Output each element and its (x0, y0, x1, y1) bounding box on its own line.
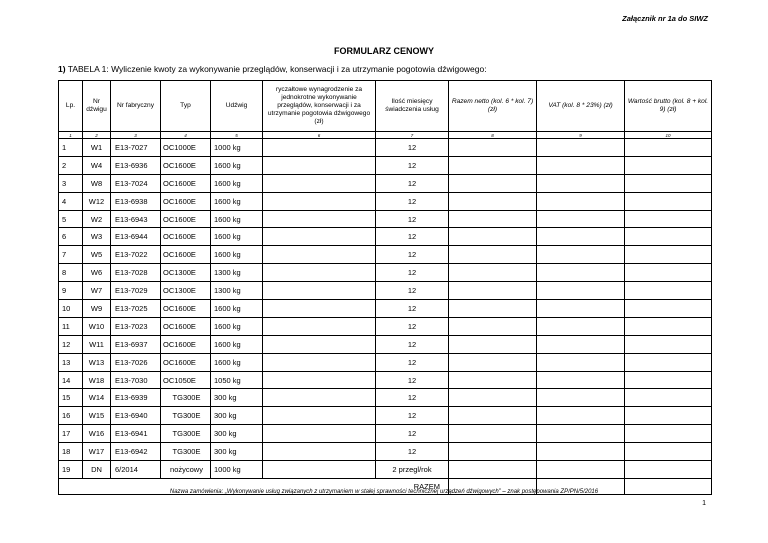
table-row (59, 156, 712, 174)
cell-nr-dzwigu: W4 (83, 156, 111, 174)
cell-wartosc-brutto[interactable] (625, 461, 712, 479)
cell-vat[interactable] (537, 335, 625, 353)
cell-wartosc-brutto[interactable] (625, 246, 712, 264)
cell-wynagrodzenie[interactable] (263, 282, 376, 300)
cell-wynagrodzenie[interactable] (263, 389, 376, 407)
cell-ilosc-miesiecy: 12 (376, 300, 449, 318)
table-row (59, 300, 712, 318)
cell-nr-fabryczny: E13-7027 (111, 139, 161, 157)
cell-ilosc-miesiecy: 12 (376, 192, 449, 210)
cell-nr-fabryczny: E13-7025 (111, 300, 161, 318)
cell-lp: 12 (59, 335, 83, 353)
cell-nr-dzwigu: W11 (83, 335, 111, 353)
cell-typ: OC1600E (161, 174, 211, 192)
cell-nr-dzwigu: W15 (83, 407, 111, 425)
cell-razem-netto[interactable] (449, 407, 537, 425)
cell-ilosc-miesiecy: 12 (376, 335, 449, 353)
cell-razem-netto[interactable] (449, 246, 537, 264)
cell-lp: 6 (59, 228, 83, 246)
cell-ilosc-miesiecy: 12 (376, 389, 449, 407)
cell-nr-dzwigu: W17 (83, 443, 111, 461)
cell-nr-dzwigu: W8 (83, 174, 111, 192)
cell-udzwig: 1600 kg (211, 246, 263, 264)
column-number: 8 (449, 132, 537, 139)
cell-wartosc-brutto[interactable] (625, 335, 712, 353)
column-number: 9 (537, 132, 625, 139)
cell-nr-fabryczny: E13-6943 (111, 210, 161, 228)
cell-udzwig: 1600 kg (211, 300, 263, 318)
table-row (59, 389, 712, 407)
cell-vat[interactable] (537, 389, 625, 407)
cell-typ: OC1300E (161, 282, 211, 300)
col-header-nr-dzwigu: Nr dźwigu (83, 81, 111, 132)
cell-nr-dzwigu: W3 (83, 228, 111, 246)
page-number: 1 (702, 500, 706, 507)
cell-razem-netto[interactable] (449, 461, 537, 479)
cell-wynagrodzenie[interactable] (263, 139, 376, 157)
cell-udzwig: 1600 kg (211, 174, 263, 192)
cell-vat[interactable] (537, 246, 625, 264)
cell-ilosc-miesiecy: 12 (376, 317, 449, 335)
cell-typ: OC1600E (161, 335, 211, 353)
col-header-udzwig: Udźwig (211, 81, 263, 132)
cell-lp: 13 (59, 353, 83, 371)
cell-typ: TG300E (161, 389, 211, 407)
cell-lp: 14 (59, 371, 83, 389)
cell-udzwig: 1050 kg (211, 371, 263, 389)
cell-nr-fabryczny: E13-6936 (111, 156, 161, 174)
cell-nr-dzwigu: W10 (83, 317, 111, 335)
cell-vat[interactable] (537, 139, 625, 157)
cell-razem-netto[interactable] (449, 156, 537, 174)
cell-udzwig: 300 kg (211, 443, 263, 461)
cell-typ: OC1600E (161, 300, 211, 318)
cell-lp: 4 (59, 192, 83, 210)
col-header-wartosc-brutto: Wartość brutto (kol. 8 + kol. 9) (zł) (625, 81, 712, 132)
cell-wynagrodzenie[interactable] (263, 335, 376, 353)
table-row (59, 371, 712, 389)
cell-wartosc-brutto[interactable] (625, 407, 712, 425)
cell-lp: 11 (59, 317, 83, 335)
cell-nr-fabryczny: 6/2014 (111, 461, 161, 479)
cell-nr-fabryczny: E13-7030 (111, 371, 161, 389)
table-caption-text: TABELA 1: Wyliczenie kwoty za wykonywanie przeglądów, konserwacji i za utrzymanie pogotowia dźwigowego: (67, 64, 487, 74)
cell-lp: 9 (59, 282, 83, 300)
table-row (59, 139, 712, 157)
cell-nr-dzwigu: W6 (83, 264, 111, 282)
cell-ilosc-miesiecy: 12 (376, 425, 449, 443)
cell-vat[interactable] (537, 300, 625, 318)
table-row (59, 264, 712, 282)
column-number: 1 (59, 132, 83, 139)
cell-razem-netto[interactable] (449, 317, 537, 335)
cell-ilosc-miesiecy: 12 (376, 353, 449, 371)
table-row (59, 443, 712, 461)
column-number-row (59, 132, 712, 139)
cell-lp: 1 (59, 139, 83, 157)
cell-razem-netto[interactable] (449, 210, 537, 228)
cell-lp: 5 (59, 210, 83, 228)
cell-lp: 15 (59, 389, 83, 407)
cell-nr-fabryczny: E13-7026 (111, 353, 161, 371)
col-header-vat: VAT (kol. 8 * 23%) (zł) (537, 81, 625, 132)
cell-nr-dzwigu: W2 (83, 210, 111, 228)
cell-wynagrodzenie[interactable] (263, 317, 376, 335)
cell-nr-dzwigu: DN (83, 461, 111, 479)
cell-lp: 2 (59, 156, 83, 174)
column-number: 10 (625, 132, 712, 139)
cell-typ: OC1600E (161, 228, 211, 246)
cell-typ: OC1600E (161, 156, 211, 174)
cell-ilosc-miesiecy: 12 (376, 264, 449, 282)
cell-udzwig: 1600 kg (211, 192, 263, 210)
cell-nr-fabryczny: E13-6941 (111, 425, 161, 443)
cell-nr-dzwigu: W12 (83, 192, 111, 210)
cell-vat[interactable] (537, 461, 625, 479)
sum-label: RAZEM (59, 478, 449, 494)
cell-nr-fabryczny: E13-6937 (111, 335, 161, 353)
cell-ilosc-miesiecy: 2 przegl/rok (376, 461, 449, 479)
cell-wartosc-brutto[interactable] (625, 353, 712, 371)
cell-lp: 19 (59, 461, 83, 479)
cell-lp: 7 (59, 246, 83, 264)
cell-nr-dzwigu: W5 (83, 246, 111, 264)
cell-ilosc-miesiecy: 12 (376, 139, 449, 157)
table-row (59, 210, 712, 228)
cell-razem-netto[interactable] (449, 443, 537, 461)
form-title: FORMULARZ CENOWY (334, 46, 434, 56)
cell-wartosc-brutto[interactable] (625, 210, 712, 228)
table-row (59, 353, 712, 371)
cell-udzwig: 300 kg (211, 407, 263, 425)
column-number: 2 (83, 132, 111, 139)
table-row (59, 174, 712, 192)
cell-vat[interactable] (537, 228, 625, 246)
cell-typ: OC1000E (161, 139, 211, 157)
cell-vat[interactable] (537, 317, 625, 335)
cell-nr-fabryczny: E13-6942 (111, 443, 161, 461)
cell-nr-fabryczny: E13-6940 (111, 407, 161, 425)
cell-ilosc-miesiecy: 12 (376, 282, 449, 300)
cell-lp: 10 (59, 300, 83, 318)
cell-lp: 3 (59, 174, 83, 192)
cell-typ: OC1600E (161, 317, 211, 335)
cell-ilosc-miesiecy: 12 (376, 246, 449, 264)
cell-typ: OC1600E (161, 192, 211, 210)
cell-wynagrodzenie[interactable] (263, 156, 376, 174)
cell-typ: OC1600E (161, 246, 211, 264)
cell-typ: nożycowy (161, 461, 211, 479)
cell-vat[interactable] (537, 371, 625, 389)
cell-lp: 17 (59, 425, 83, 443)
cell-ilosc-miesiecy: 12 (376, 407, 449, 425)
cell-wynagrodzenie[interactable] (263, 210, 376, 228)
attachment-label: Załącznik nr 1a do SIWZ (622, 14, 708, 23)
cell-nr-fabryczny: E13-6939 (111, 389, 161, 407)
cell-razem-netto[interactable] (449, 353, 537, 371)
table-row (59, 246, 712, 264)
cell-wartosc-brutto[interactable] (625, 156, 712, 174)
table-body (59, 139, 712, 479)
cell-vat[interactable] (537, 407, 625, 425)
cell-nr-fabryczny: E13-7022 (111, 246, 161, 264)
table-row (59, 192, 712, 210)
footer-order-name: Nazwa zamówienia: „Wykonywanie usług związanych z utrzymaniem w stałej sprawności technicznej urządzeń dźwigowych” – znak postępowania ZP/PN/5/2016 (169, 489, 599, 495)
cell-typ: OC1050E (161, 371, 211, 389)
cell-nr-dzwigu: W14 (83, 389, 111, 407)
col-header-wynagrodzenie: ryczałtowe wynagrodzenie za jednokrotne wykonywanie przeglądów, konserwacji i za utrzymanie pogotowia dźwigowego (zł) (263, 81, 376, 132)
cell-typ: OC1300E (161, 264, 211, 282)
col-header-lp: Lp. (59, 81, 83, 132)
cell-razem-netto[interactable] (449, 425, 537, 443)
cell-razem-netto[interactable] (449, 192, 537, 210)
table-row (59, 282, 712, 300)
cell-wynagrodzenie[interactable] (263, 425, 376, 443)
table-row (59, 407, 712, 425)
cell-ilosc-miesiecy: 12 (376, 371, 449, 389)
cell-nr-fabryczny: E13-7024 (111, 174, 161, 192)
cell-ilosc-miesiecy: 12 (376, 210, 449, 228)
cell-wartosc-brutto[interactable] (625, 139, 712, 157)
cell-razem-netto[interactable] (449, 282, 537, 300)
cell-razem-netto[interactable] (449, 371, 537, 389)
cell-typ: OC1600E (161, 353, 211, 371)
cell-vat[interactable] (537, 353, 625, 371)
cell-wartosc-brutto[interactable] (625, 371, 712, 389)
cell-nr-fabryczny: E13-6938 (111, 192, 161, 210)
table-caption (58, 64, 487, 74)
cell-wartosc-brutto[interactable] (625, 443, 712, 461)
cell-wynagrodzenie[interactable] (263, 264, 376, 282)
cell-nr-fabryczny: E13-7023 (111, 317, 161, 335)
column-number: 5 (211, 132, 263, 139)
cell-nr-fabryczny: E13-7028 (111, 264, 161, 282)
cell-typ: TG300E (161, 407, 211, 425)
cell-wartosc-brutto[interactable] (625, 317, 712, 335)
cell-wartosc-brutto[interactable] (625, 264, 712, 282)
cell-wynagrodzenie[interactable] (263, 246, 376, 264)
col-header-razem-netto: Razem netto (kol. 6 * kol. 7) (zł) (449, 81, 537, 132)
table-row (59, 228, 712, 246)
cell-razem-netto[interactable] (449, 264, 537, 282)
table-row (59, 335, 712, 353)
cell-ilosc-miesiecy: 12 (376, 174, 449, 192)
cell-udzwig: 1300 kg (211, 282, 263, 300)
cell-razem-netto[interactable] (449, 335, 537, 353)
cell-wartosc-brutto[interactable] (625, 174, 712, 192)
cell-wynagrodzenie[interactable] (263, 353, 376, 371)
cell-nr-dzwigu: W13 (83, 353, 111, 371)
column-number: 7 (376, 132, 449, 139)
cell-lp: 18 (59, 443, 83, 461)
col-header-nr-fabryczny: Nr fabryczny (111, 81, 161, 132)
table-row (59, 461, 712, 479)
column-number: 6 (263, 132, 376, 139)
cell-wartosc-brutto[interactable] (625, 389, 712, 407)
col-header-typ: Typ (161, 81, 211, 132)
header-row (59, 81, 712, 132)
cell-ilosc-miesiecy: 12 (376, 443, 449, 461)
cell-udzwig: 300 kg (211, 425, 263, 443)
cell-ilosc-miesiecy: 12 (376, 156, 449, 174)
cell-nr-dzwigu: W9 (83, 300, 111, 318)
cell-wynagrodzenie[interactable] (263, 371, 376, 389)
cell-vat[interactable] (537, 174, 625, 192)
cell-typ: TG300E (161, 425, 211, 443)
cell-udzwig: 1300 kg (211, 264, 263, 282)
cell-vat[interactable] (537, 192, 625, 210)
cell-vat[interactable] (537, 282, 625, 300)
cell-wartosc-brutto[interactable] (625, 192, 712, 210)
cell-typ: OC1600E (161, 210, 211, 228)
cell-nr-fabryczny: E13-6944 (111, 228, 161, 246)
cell-wynagrodzenie[interactable] (263, 300, 376, 318)
cell-wynagrodzenie[interactable] (263, 407, 376, 425)
table-row (59, 317, 712, 335)
cell-vat[interactable] (537, 425, 625, 443)
cell-udzwig: 1000 kg (211, 139, 263, 157)
cell-wartosc-brutto[interactable] (625, 425, 712, 443)
cell-razem-netto[interactable] (449, 139, 537, 157)
cell-wartosc-brutto[interactable] (625, 228, 712, 246)
cell-typ: TG300E (161, 443, 211, 461)
cell-wynagrodzenie[interactable] (263, 443, 376, 461)
cell-wynagrodzenie[interactable] (263, 461, 376, 479)
cell-razem-netto[interactable] (449, 389, 537, 407)
cell-vat[interactable] (537, 156, 625, 174)
column-number: 3 (111, 132, 161, 139)
cell-wartosc-brutto[interactable] (625, 300, 712, 318)
cell-nr-dzwigu: W1 (83, 139, 111, 157)
cell-vat[interactable] (537, 443, 625, 461)
cell-nr-dzwigu: W16 (83, 425, 111, 443)
table-caption-number: 1) (58, 64, 66, 74)
price-table (58, 80, 712, 495)
cell-nr-dzwigu: W18 (83, 371, 111, 389)
column-number: 4 (161, 132, 211, 139)
cell-udzwig: 1600 kg (211, 156, 263, 174)
cell-wynagrodzenie[interactable] (263, 174, 376, 192)
cell-udzwig: 1600 kg (211, 353, 263, 371)
cell-wartosc-brutto[interactable] (625, 282, 712, 300)
cell-ilosc-miesiecy: 12 (376, 228, 449, 246)
cell-udzwig: 1600 kg (211, 210, 263, 228)
cell-razem-netto[interactable] (449, 228, 537, 246)
table-row (59, 425, 712, 443)
cell-udzwig: 1600 kg (211, 335, 263, 353)
cell-udzwig: 1600 kg (211, 317, 263, 335)
cell-nr-dzwigu: W7 (83, 282, 111, 300)
cell-razem-netto[interactable] (449, 174, 537, 192)
cell-udzwig: 300 kg (211, 389, 263, 407)
cell-nr-fabryczny: E13-7029 (111, 282, 161, 300)
cell-lp: 8 (59, 264, 83, 282)
cell-vat[interactable] (537, 264, 625, 282)
cell-wynagrodzenie[interactable] (263, 228, 376, 246)
cell-razem-netto[interactable] (449, 300, 537, 318)
cell-udzwig: 1000 kg (211, 461, 263, 479)
cell-udzwig: 1600 kg (211, 228, 263, 246)
cell-vat[interactable] (537, 210, 625, 228)
cell-lp: 16 (59, 407, 83, 425)
col-header-ilosc-miesiecy: Ilość miesięcy świadczenia usług (376, 81, 449, 132)
cell-wynagrodzenie[interactable] (263, 192, 376, 210)
